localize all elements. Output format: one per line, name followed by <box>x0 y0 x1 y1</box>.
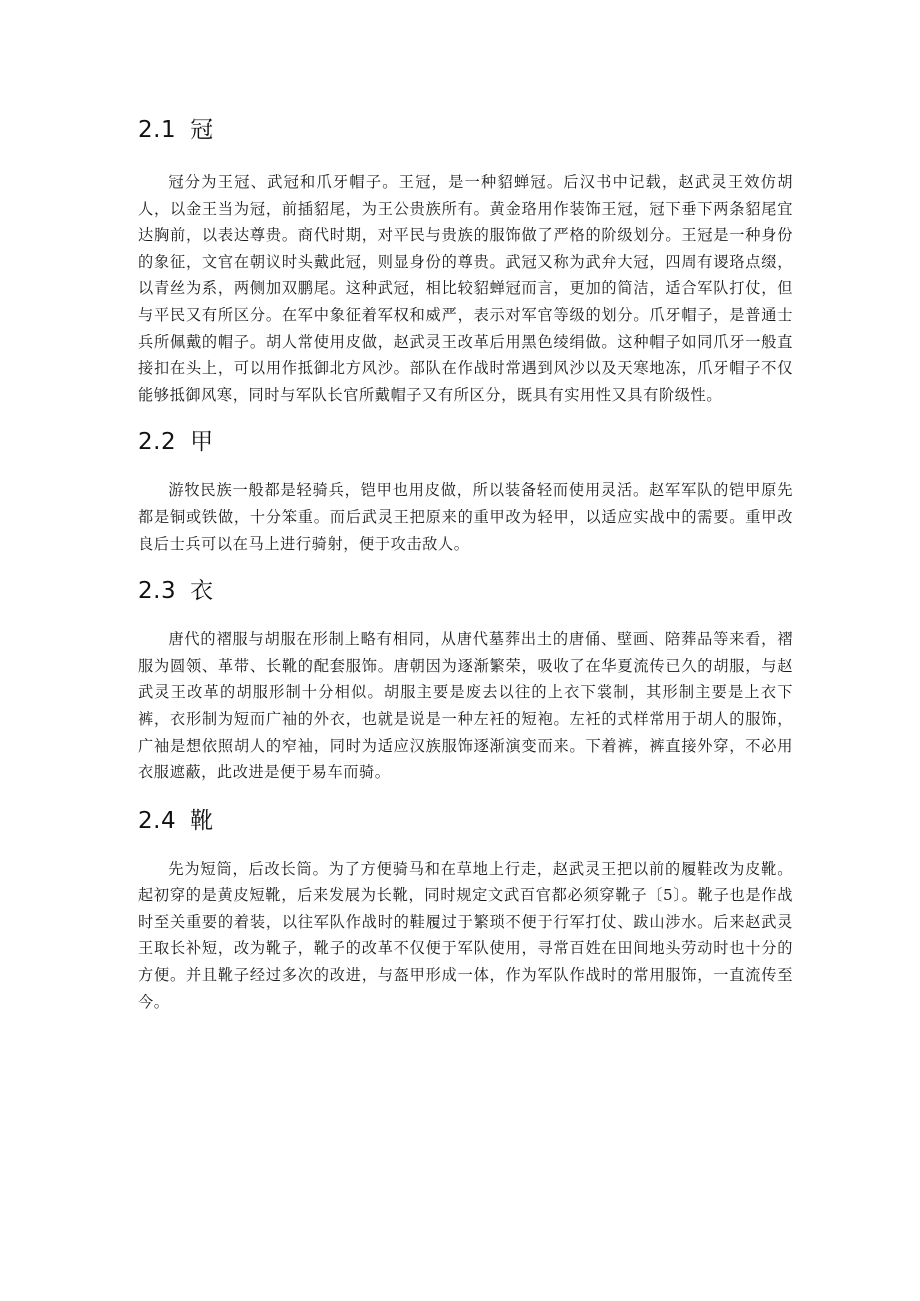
document-page <box>138 112 793 1015</box>
section-heading <box>138 424 793 460</box>
section-title: 甲 <box>190 429 214 456</box>
section-armor <box>138 424 793 557</box>
section-paragraph: 先为短筒，后改长筒。为了方便骑马和在草地上行走，赵武灵王把以前的履鞋改为皮靴。起初穿的是黄皮短靴，后来发展为长靴，同时规定文武百官都必须穿靴子〔5〕。靴子也是作战时至关重要的着装，以往军队作战时的鞋履过于繁琐不便于行军打仗、跋山涉水。后来赵武灵王取长补短，改为靴子，靴子的改革不仅便于军队使用，寻常百姓在田间地头劳动时也十分的方便。并且靴子经过多次的改进，与盔甲形成一体，作为军队作战时的常用服饰，一直流传至今。 <box>138 859 793 1011</box>
section-title: 冠 <box>190 117 214 143</box>
section-paragraph: 唐代的褶服与胡服在形制上略有相同，从唐代墓葬出土的唐俑、壁画、陪葬品等来看，褶服为圆领、革带、长靴的配套服饰。唐朝因为逐渐繁荣，吸收了在华夏流传已久的胡服，与赵武灵王改革的胡服形制十分相似。胡服主要是废去以往的上衣下裳制，其形制主要是上衣下裤，衣形制为短而广袖的外衣，也就是说是一种左衽的短袍。左衽的式样常用于胡人的服饰，广袖是想依照胡人的窄袖，同时为适应汉族服饰逐渐演变而来。下着裤，裤直接外穿，不必用衣服遮蔽，此改进是便于易车而骑。 <box>138 630 793 782</box>
section-heading <box>138 803 793 839</box>
section-number: 2.1 <box>138 117 177 143</box>
section-paragraph: 游牧民族一般都是轻骑兵，铠甲也用皮做，所以装备轻而使用灵活。赵军军队的铠甲原先都是铜或铁做，十分笨重。而后武灵王把原来的重甲改为轻甲，以适应实战中的需要。重甲改良后士兵可以在马上进行骑射，便于攻击敌人。 <box>138 481 793 553</box>
section-clothing <box>138 573 793 786</box>
section-paragraph: 冠分为王冠、武冠和爪牙帽子。王冠，是一种貂蝉冠。后汉书中记载，赵武灵王效仿胡人，以金王当为冠，前插貂尾，为王公贵族所有。黄金珞用作装饰王冠，冠下垂下两条貂尾宜达胸前，以表达尊贵。商代时期，对平民与贵族的服饰做了严格的阶级划分。王冠是一种身份的象征，文官在朝议时头戴此冠，则显身份的尊贵。武冠又称为武弁大冠，四周有谡珞点缀，以青丝为系，两侧加双鹏尾。这种武冠，相比较貂蝉冠而言，更加的简洁，适合军队打仗，但与平民又有所区分。在军中象征着军权和威严，表示对军官等级的划分。爪牙帽子，是普通士兵所佩戴的帽子。胡人常使用皮做，赵武灵王改革后用黑色绫绢做。这种帽子如同爪牙一般直接扣在头上，可以用作抵御北方风沙。部队在作战时常遇到风沙以及天寒地冻，爪牙帽子不仅能够抵御风寒，同时与军队长官所戴帽子又有所区分，既具有实用性又具有阶级性。 <box>138 173 793 404</box>
section-number: 2.2 <box>138 429 177 456</box>
section-boots <box>138 803 793 1016</box>
section-title: 靴 <box>190 807 214 834</box>
section-heading <box>138 573 793 609</box>
section-number: 2.3 <box>138 578 177 605</box>
section-title: 衣 <box>190 578 214 605</box>
section-heading <box>138 112 793 148</box>
section-crown <box>138 112 793 408</box>
section-number: 2.4 <box>138 807 177 834</box>
